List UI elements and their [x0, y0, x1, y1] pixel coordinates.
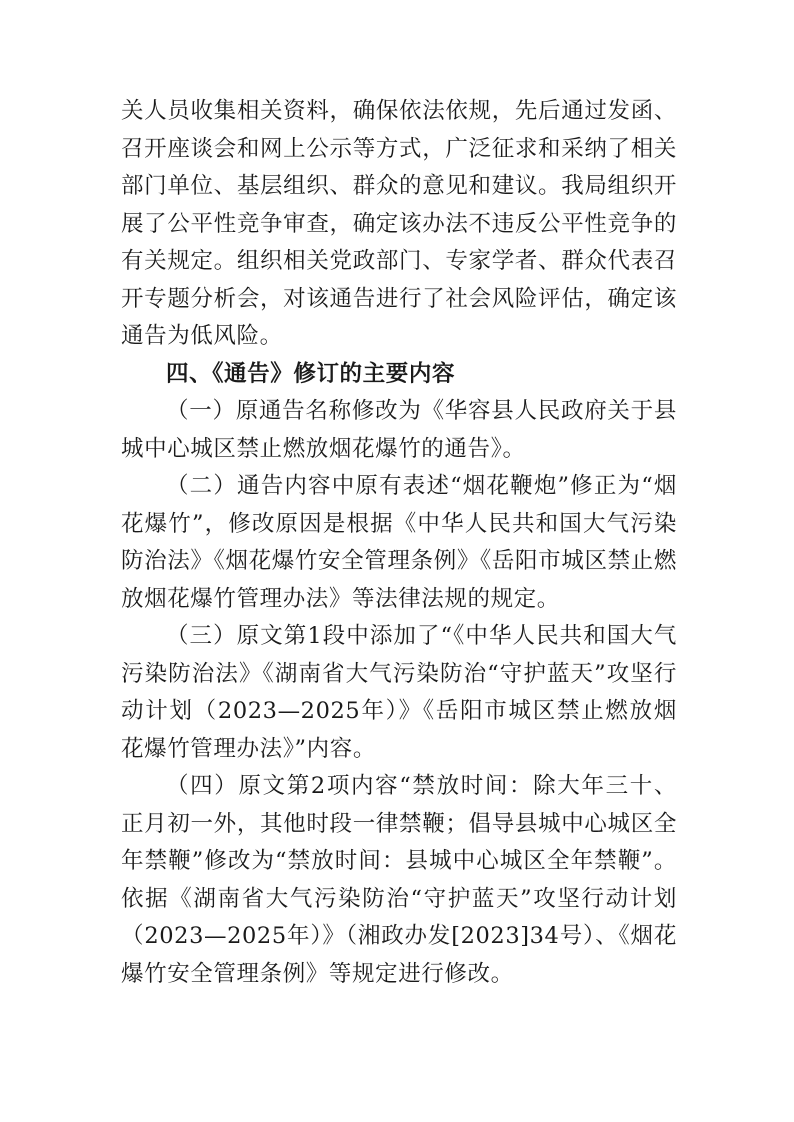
paragraph-item-3: （三）原文第1段中添加了“《中华人民共和国大气污染防治法》《湖南省大气污染防治“守护蓝天”攻坚行动计划（2023—2025年）》《岳阳市城区禁止燃放烟花爆竹管理办法》”内容。 [121, 623, 677, 762]
section-heading: 四、《通告》修订的主要内容 [166, 360, 456, 387]
paragraph-item-1: （一）原通告名称修改为《华容县人民政府关于县城中心城区禁止燃放烟花爆竹的通告》。 [121, 398, 677, 462]
document-body [121, 93, 677, 993]
paragraph-item-2: （二）通告内容中原有表述“烟花鞭炮”修正为“烟花爆竹”，修改原因是根据《中华人民共和国大气污染防治法》《烟花爆竹安全管理条例》《岳阳市城区禁止燃放烟花爆竹管理办法》等法律法规的规定。 [121, 473, 677, 612]
paragraph-continuation: 关人员收集相关资料，确保依法依规，先后通过发函、召开座谈会和网上公示等方式，广泛征求和采纳了相关部门单位、基层组织、群众的意见和建议。我局组织开展了公平性竞争审查，确定该办法不违反公平性竞争的有关规定。组织相关党政部门、专家学者、群众代表召开专题分析会，对该通告进行了社会风险评估，确定该通告为低风险。 [121, 98, 677, 349]
paragraph-item-4: （四）原文第2项内容“禁放时间：除大年三十、正月初一外，其他时段一律禁鞭；倡导县城中心城区全年禁鞭”修改为“禁放时间：县城中心城区全年禁鞭”。依据《湖南省大气污染防治“守护蓝天”攻坚行动计划（2023—2025年）》（湘政办发[2023]34号）、《烟花爆竹安全管理条例》等规定进行修改。 [121, 773, 677, 987]
